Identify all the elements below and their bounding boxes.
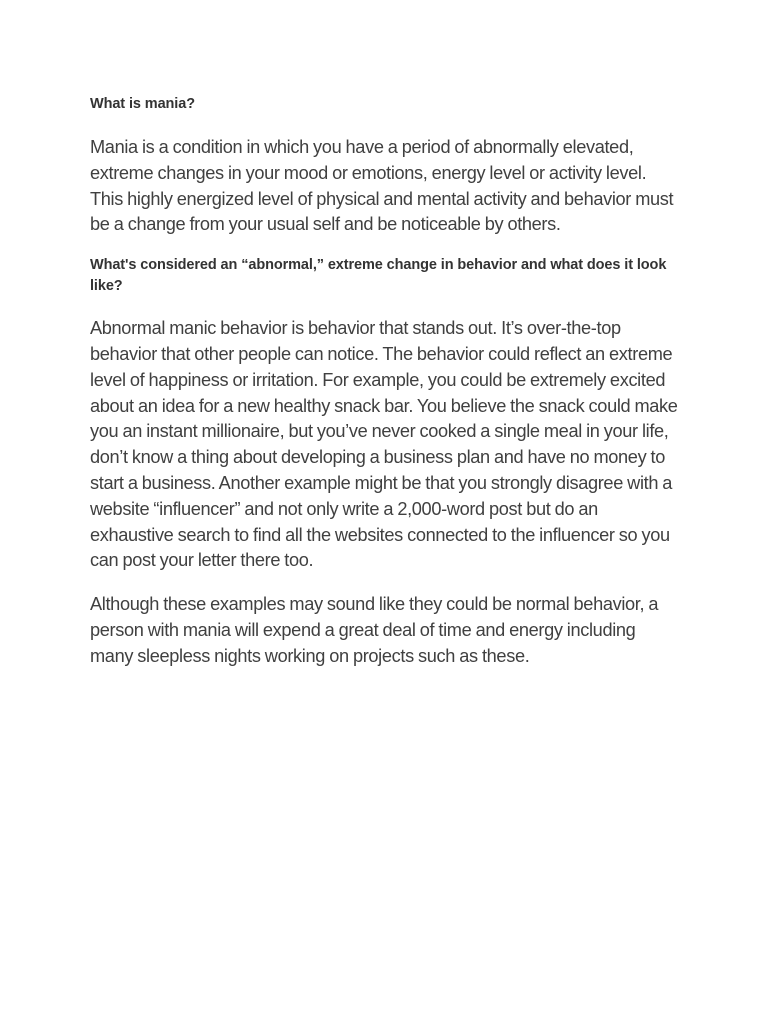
section-heading-abnormal-change: What's considered an “abnormal,” extreme change in behavior and what does it look like? bbox=[90, 257, 667, 295]
section-heading-what-is-mania: What is mania? bbox=[90, 96, 195, 112]
paragraph-mania-definition: Mania is a condition in which you have a period of abnormally elevated, extreme changes in your mood or emotions, energy level or activity level. This highly energized level of physical and mental activity and behavior must be a change from your usual self and be noticeable by others. bbox=[90, 137, 674, 235]
paragraph-abnormal-behavior: Abnormal manic behavior is behavior that stands out. It’s over-the-top behavior that other people can notice. The behavior could reflect an extreme level of happiness or irritation. For example, you could be extremely excited about an idea for a new healthy snack bar. You believe the snack could make you an instant millionaire, but you’ve never cooked a single meal in your life, don’t know a thing about developing a business plan and have no money to start a business. Another example might be that you strongly disagree with a website “influencer” and not only write a 2,000-word post but do an exhaustive search to find all the websites connected to the influencer so you can post your letter there too. bbox=[90, 318, 678, 571]
paragraph-examples-conclusion: Although these examples may sound like they could be normal behavior, a person with mania will expend a great deal of time and energy including many sleepless nights working on projects such as these. bbox=[90, 594, 659, 666]
